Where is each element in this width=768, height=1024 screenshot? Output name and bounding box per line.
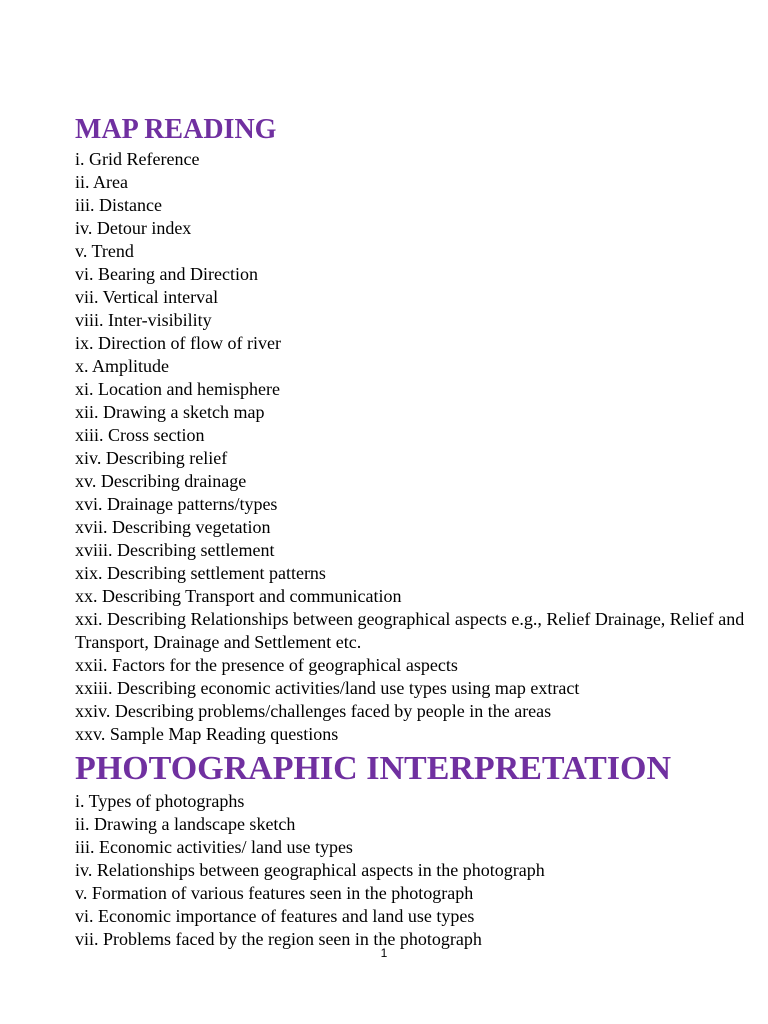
list-item: xiv. Describing relief bbox=[75, 448, 228, 468]
list-item: vi. Bearing and Direction bbox=[75, 264, 258, 284]
list-item: xxiv. Describing problems/challenges faced by people in the areas bbox=[75, 701, 552, 721]
list-item: i. Types of photographs bbox=[75, 791, 245, 811]
list-item: ii. Drawing a landscape sketch bbox=[75, 814, 296, 834]
map-reading-list bbox=[75, 148, 755, 746]
list-item: vii. Vertical interval bbox=[75, 287, 219, 307]
list-item: xx. Describing Transport and communication bbox=[75, 586, 402, 606]
page-number: 1 bbox=[380, 946, 388, 960]
photographic-interpretation-list bbox=[75, 790, 755, 951]
section-heading-photographic-interpretation: PHOTOGRAPHIC INTERPRETATION bbox=[75, 750, 672, 787]
list-item: xii. Drawing a sketch map bbox=[75, 402, 265, 422]
list-item: iii. Distance bbox=[75, 195, 162, 215]
list-item: xvi. Drainage patterns/types bbox=[75, 494, 278, 514]
list-item: xxi. Describing Relationships between geographical aspects e.g., Relief Drainage, Relief and Transport, Drainage and Settlement etc. bbox=[75, 609, 745, 652]
document-page bbox=[75, 108, 755, 951]
list-item: xviii. Describing settlement bbox=[75, 540, 275, 560]
list-item: xi. Location and hemisphere bbox=[75, 379, 280, 399]
list-item: vi. Economic importance of features and land use types bbox=[75, 906, 475, 926]
list-item: v. Formation of various features seen in the photograph bbox=[75, 883, 474, 903]
list-item: i. Grid Reference bbox=[75, 149, 200, 169]
list-item: xiii. Cross section bbox=[75, 425, 205, 445]
list-item: iv. Relationships between geographical aspects in the photograph bbox=[75, 860, 545, 880]
list-item: ii. Area bbox=[75, 172, 128, 192]
list-item: xxv. Sample Map Reading questions bbox=[75, 724, 339, 744]
list-item: xvii. Describing vegetation bbox=[75, 517, 271, 537]
list-item: xxiii. Describing economic activities/land use types using map extract bbox=[75, 678, 580, 698]
list-item: xxii. Factors for the presence of geographical aspects bbox=[75, 655, 458, 675]
list-item: xix. Describing settlement patterns bbox=[75, 563, 326, 583]
list-item: v. Trend bbox=[75, 241, 134, 261]
list-item: ix. Direction of flow of river bbox=[75, 333, 281, 353]
list-item: viii. Inter-visibility bbox=[75, 310, 212, 330]
list-item: vii. Problems faced by the region seen in the photograph bbox=[75, 929, 482, 949]
list-item: iv. Detour index bbox=[75, 218, 192, 238]
list-item: iii. Economic activities/ land use types bbox=[75, 837, 353, 857]
section-heading-map-reading: MAP READING bbox=[75, 114, 277, 145]
list-item: x. Amplitude bbox=[75, 356, 169, 376]
list-item: xv. Describing drainage bbox=[75, 471, 247, 491]
